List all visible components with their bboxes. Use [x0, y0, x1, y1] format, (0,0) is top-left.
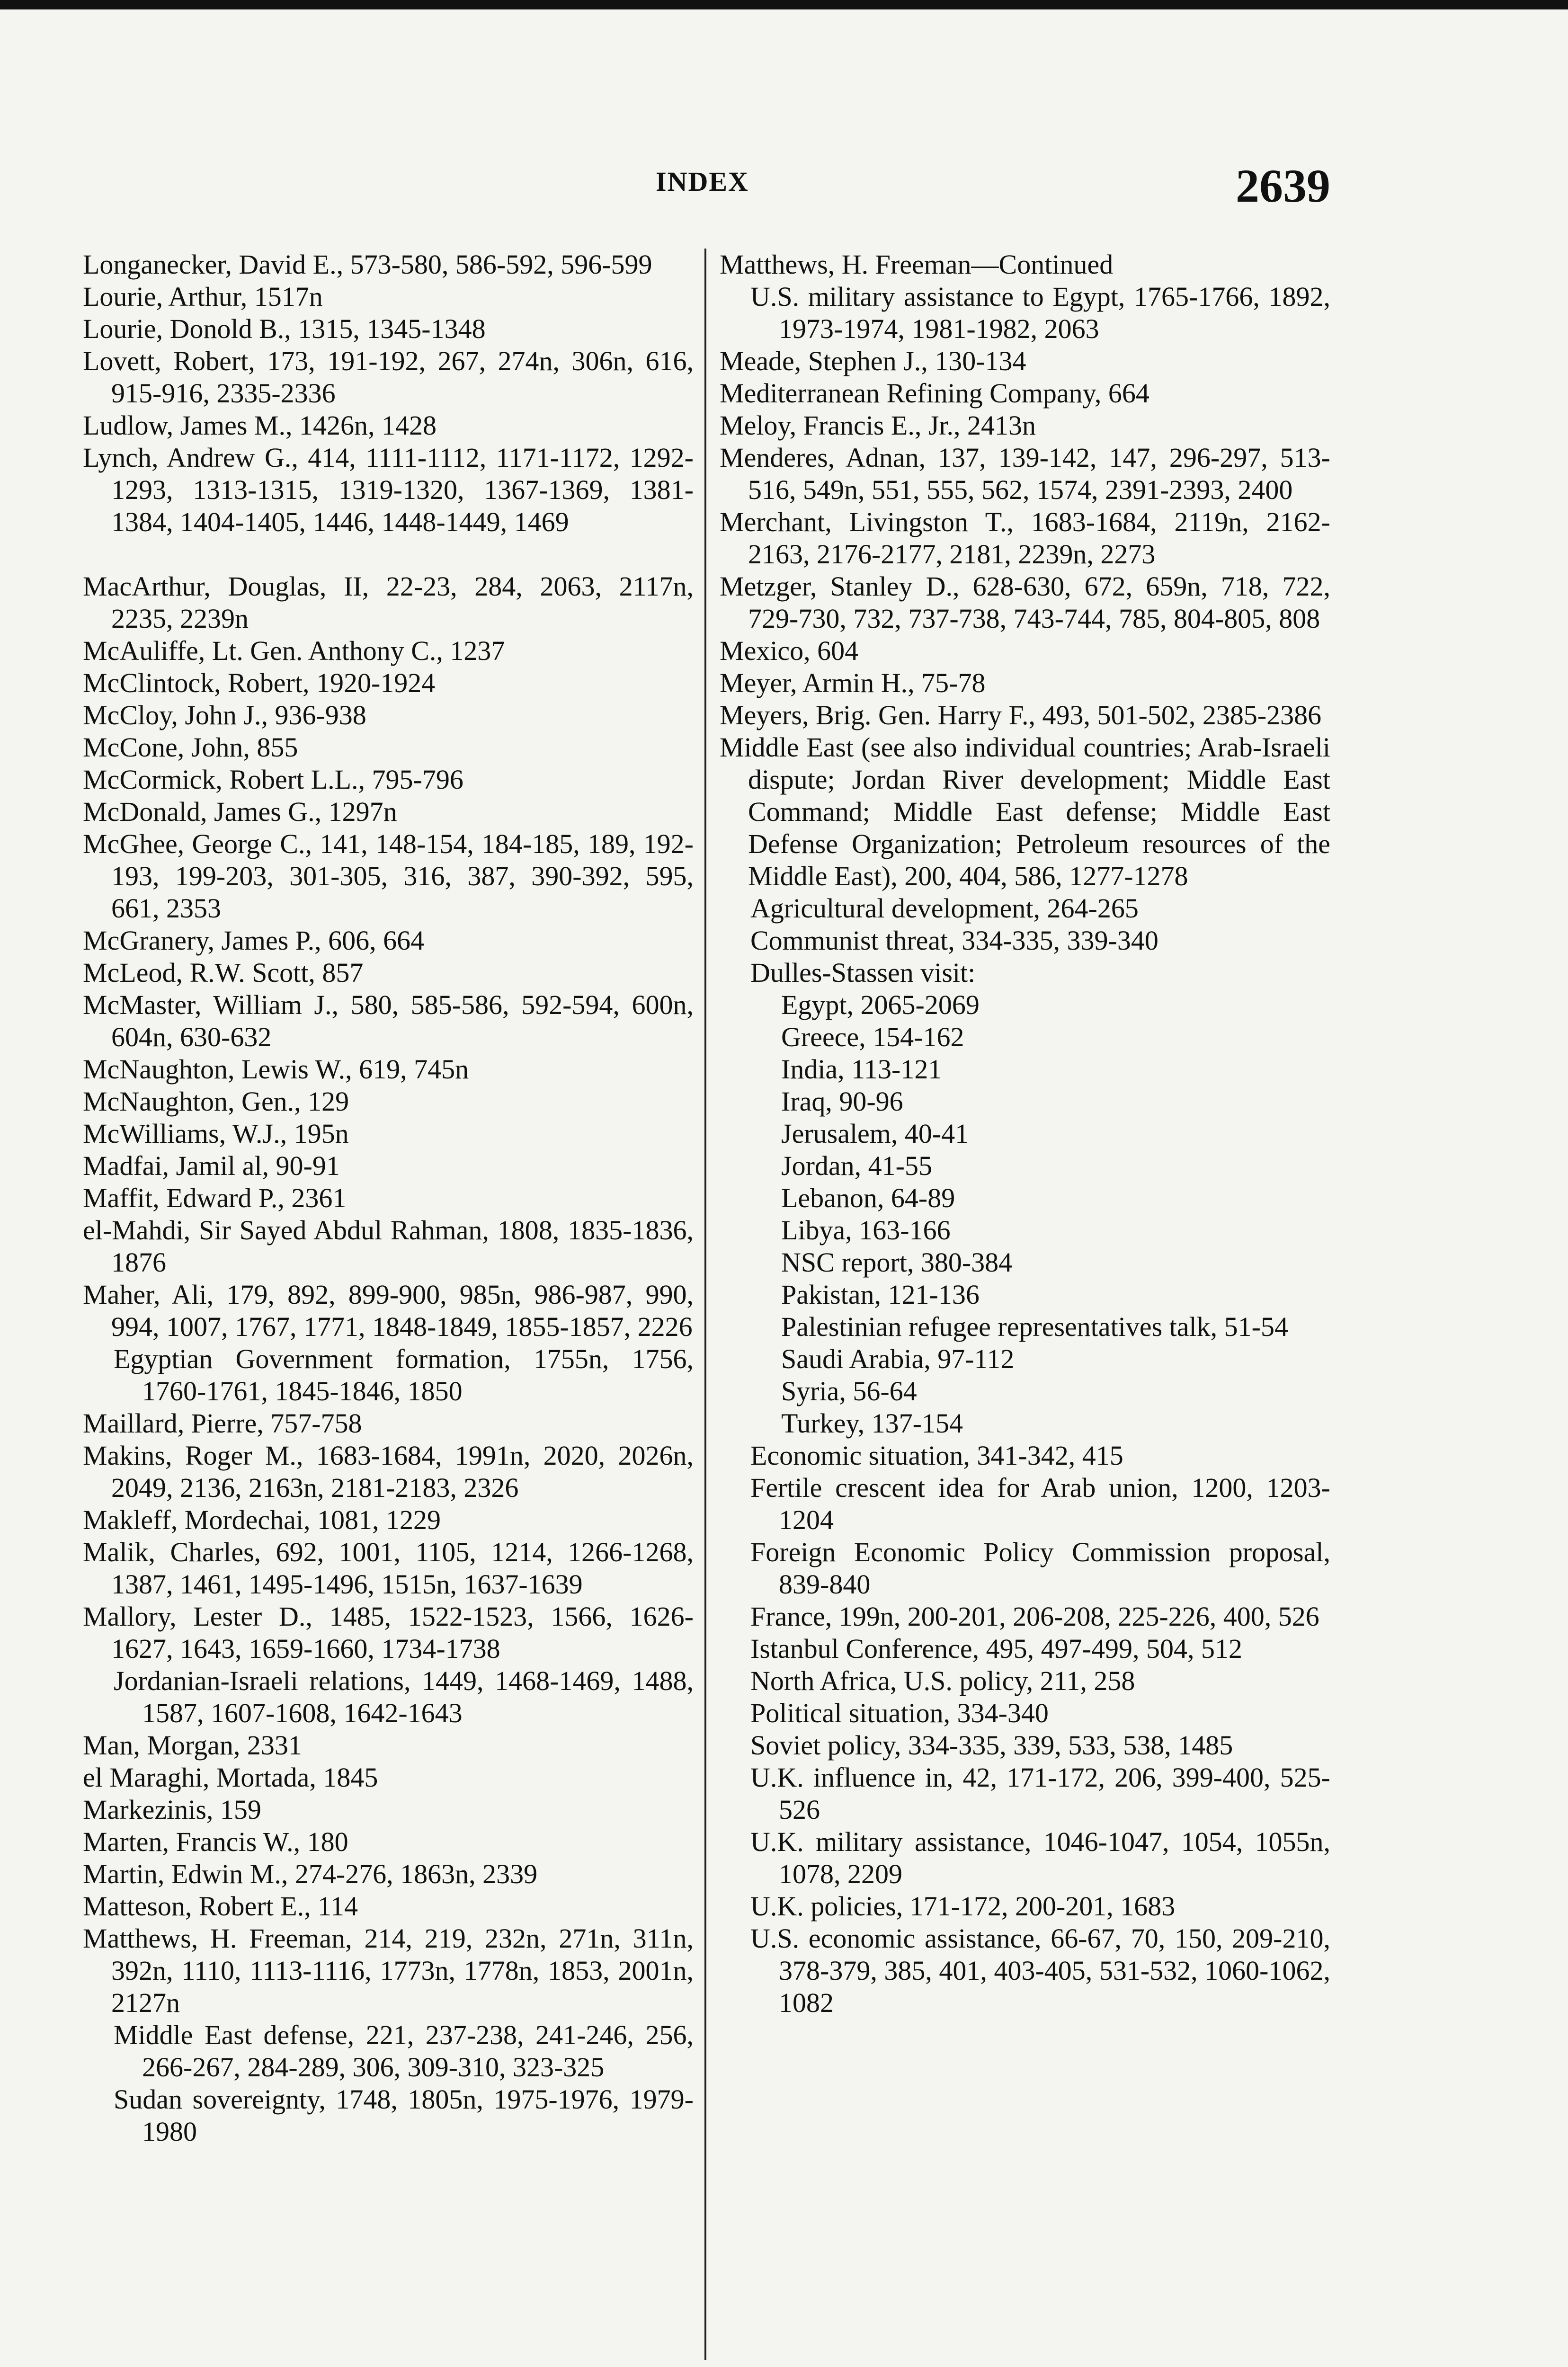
page-number: 2639: [1236, 160, 1330, 212]
index-subentry: Jerusalem, 40-41: [781, 1118, 969, 1149]
index-subentry: Turkey, 137-154: [781, 1408, 963, 1439]
index-entry: Matthews, H. Freeman, 214, 219, 232n, 271n, 311n, 392n, 1110, 1113-1116, 1773n, 1778n, 1853, 2001n, 2127n: [83, 1923, 694, 2018]
index-entry: Middle East (see also individual countries; Arab-Israeli dispute; Jordan River development; Middle East Command; Middle East defense; Middle East Defense Organization; Petroleum resources of the Middle East), 200, 404, 586, 1277-1278: [720, 732, 1330, 891]
index-entry: McGranery, James P., 606, 664: [83, 925, 425, 956]
index-subentry: Egypt, 2065-2069: [781, 989, 980, 1020]
index-entry: Longanecker, David E., 573-580, 586-592, 596-599: [83, 249, 652, 280]
index-subentry: Foreign Economic Policy Commission proposal, 839-840: [750, 1537, 1330, 1600]
scan-top-edge: [0, 0, 1568, 9]
index-entry: Matthews, H. Freeman—Continued: [720, 249, 1114, 280]
index-subentry: U.S. military assistance to Egypt, 1765-1766, 1892, 1973-1974, 1981-1982, 2063: [750, 281, 1330, 344]
index-entry: Menderes, Adnan, 137, 139-142, 147, 296-297, 513-516, 549n, 551, 555, 562, 1574, 2391-2393, 2400: [720, 442, 1330, 505]
index-subentry: Sudan sovereignty, 1748, 1805n, 1975-1976, 1979-1980: [114, 2084, 694, 2147]
index-entry: McLeod, R.W. Scott, 857: [83, 957, 364, 988]
index-subentry: Istanbul Conference, 495, 497-499, 504, 512: [750, 1633, 1242, 1664]
index-entry: Lynch, Andrew G., 414, 1111-1112, 1171-1172, 1292-1293, 1313-1315, 1319-1320, 1367-1369, 1381-1384, 1404-1405, 1446, 1448-1449, 1469: [83, 442, 694, 537]
index-subentry: Egyptian Government formation, 1755n, 1756, 1760-1761, 1845-1846, 1850: [114, 1344, 694, 1406]
index-entry: Maillard, Pierre, 757-758: [83, 1408, 362, 1439]
index-entry: MacArthur, Douglas, II, 22-23, 284, 2063, 2117n, 2235, 2239n: [83, 571, 694, 634]
index-entry: Merchant, Livingston T., 1683-1684, 2119n, 2162-2163, 2176-2177, 2181, 2239n, 2273: [720, 507, 1330, 570]
index-entry: Lourie, Donold B., 1315, 1345-1348: [83, 313, 486, 344]
index-entry: Matteson, Robert E., 114: [83, 1891, 358, 1922]
index-entry: Madfai, Jamil al, 90-91: [83, 1150, 340, 1181]
index-subentry: Palestinian refugee representatives talk, 51-54: [781, 1311, 1288, 1342]
letter-group-gap: [83, 538, 694, 570]
index-subentry: Jordan, 41-55: [781, 1150, 932, 1181]
index-subentry: U.K. influence in, 42, 171-172, 206, 399-400, 525-526: [750, 1762, 1330, 1825]
index-subentry: Syria, 56-64: [781, 1376, 917, 1406]
index-entry: Marten, Francis W., 180: [83, 1826, 348, 1857]
index-subentry: Lebanon, 64-89: [781, 1183, 955, 1213]
index-subentry: Libya, 163-166: [781, 1215, 951, 1246]
index-column-right: [720, 249, 1330, 2019]
index-entry: McNaughton, Gen., 129: [83, 1086, 349, 1117]
index-subentry: Greece, 154-162: [781, 1022, 964, 1052]
index-entry: Maffit, Edward P., 2361: [83, 1183, 347, 1213]
index-entry: Meyer, Armin H., 75-78: [720, 667, 986, 698]
index-subentry: Iraq, 90-96: [781, 1086, 903, 1117]
index-entry: Makleff, Mordechai, 1081, 1229: [83, 1504, 441, 1535]
index-subentry: Saudi Arabia, 97-112: [781, 1344, 1015, 1374]
index-column-left: [83, 249, 694, 2148]
index-subentry: U.K. military assistance, 1046-1047, 1054, 1055n, 1078, 2209: [750, 1826, 1330, 1889]
index-subentry: Dulles-Stassen visit:: [750, 957, 976, 988]
index-entry: Metzger, Stanley D., 628-630, 672, 659n, 718, 722, 729-730, 732, 737-738, 743-744, 785, 804-805, 808: [720, 571, 1330, 634]
index-subentry: Soviet policy, 334-335, 339, 533, 538, 1485: [750, 1730, 1233, 1761]
index-entry: Malik, Charles, 692, 1001, 1105, 1214, 1266-1268, 1387, 1461, 1495-1496, 1515n, 1637-1639: [83, 1537, 694, 1600]
index-entry: Martin, Edwin M., 274-276, 1863n, 2339: [83, 1859, 538, 1889]
index-entry: Maher, Ali, 179, 892, 899-900, 985n, 986-987, 990, 994, 1007, 1767, 1771, 1848-1849, 1855-1857, 2226: [83, 1279, 694, 1342]
index-entry: Meloy, Francis E., Jr., 2413n: [720, 410, 1036, 441]
running-head: INDEX: [656, 166, 749, 197]
index-subentry: Communist threat, 334-335, 339-340: [750, 925, 1158, 956]
index-entry: Meyers, Brig. Gen. Harry F., 493, 501-502, 2385-2386: [720, 700, 1322, 730]
index-entry: McWilliams, W.J., 195n: [83, 1118, 349, 1149]
index-subentry: India, 113-121: [781, 1054, 942, 1085]
index-subentry: Agricultural development, 264-265: [750, 893, 1139, 924]
column-divider: [704, 249, 706, 2360]
index-entry: McGhee, George C., 141, 148-154, 184-185, 189, 192-193, 199-203, 301-305, 316, 387, 390-392, 595, 661, 2353: [83, 828, 694, 924]
index-subentry: NSC report, 380-384: [781, 1247, 1013, 1278]
index-subentry: Fertile crescent idea for Arab union, 1200, 1203-1204: [750, 1472, 1330, 1535]
index-entry: McMaster, William J., 580, 585-586, 592-594, 600n, 604n, 630-632: [83, 989, 694, 1052]
index-entry: Lourie, Arthur, 1517n: [83, 281, 323, 312]
index-subentry: U.S. economic assistance, 66-67, 70, 150, 209-210, 378-379, 385, 401, 403-405, 531-532, 1060-1062, 1082: [750, 1923, 1330, 2018]
index-subentry: Political situation, 334-340: [750, 1698, 1049, 1728]
index-entry: el-Mahdi, Sir Sayed Abdul Rahman, 1808, 1835-1836, 1876: [83, 1215, 694, 1278]
index-entry: McCone, John, 855: [83, 732, 298, 763]
index-entry: Mediterranean Refining Company, 664: [720, 378, 1149, 409]
index-entry: McClintock, Robert, 1920-1924: [83, 667, 436, 698]
index-entry: McCloy, John J., 936-938: [83, 700, 366, 730]
index-entry: McDonald, James G., 1297n: [83, 796, 397, 827]
index-entry: Markezinis, 159: [83, 1794, 261, 1825]
index-entry: Meade, Stephen J., 130-134: [720, 346, 1026, 376]
index-entry: Ludlow, James M., 1426n, 1428: [83, 410, 437, 441]
index-entry: Man, Morgan, 2331: [83, 1730, 302, 1761]
index-subentry: Pakistan, 121-136: [781, 1279, 980, 1310]
index-subentry: Middle East defense, 221, 237-238, 241-246, 256, 266-267, 284-289, 306, 309-310, 323-325: [114, 2020, 694, 2082]
index-subentry: France, 199n, 200-201, 206-208, 225-226, 400, 526: [750, 1601, 1319, 1632]
index-subentry: North Africa, U.S. policy, 211, 258: [750, 1665, 1135, 1696]
index-entry: McNaughton, Lewis W., 619, 745n: [83, 1054, 469, 1085]
index-subentry: U.K. policies, 171-172, 200-201, 1683: [750, 1891, 1176, 1922]
index-entry: Mallory, Lester D., 1485, 1522-1523, 1566, 1626-1627, 1643, 1659-1660, 1734-1738: [83, 1601, 694, 1664]
index-subentry: Jordanian-Israeli relations, 1449, 1468-1469, 1488, 1587, 1607-1608, 1642-1643: [114, 1665, 694, 1728]
index-entry: Mexico, 604: [720, 635, 859, 666]
index-entry: Lovett, Robert, 173, 191-192, 267, 274n, 306n, 616, 915-916, 2335-2336: [83, 346, 694, 409]
index-entry: Makins, Roger M., 1683-1684, 1991n, 2020, 2026n, 2049, 2136, 2163n, 2181-2183, 2326: [83, 1440, 694, 1503]
index-entry: el Maraghi, Mortada, 1845: [83, 1762, 378, 1793]
index-entry: McAuliffe, Lt. Gen. Anthony C., 1237: [83, 635, 505, 666]
index-entry: McCormick, Robert L.L., 795-796: [83, 764, 463, 795]
index-subentry: Economic situation, 341-342, 415: [750, 1440, 1123, 1471]
